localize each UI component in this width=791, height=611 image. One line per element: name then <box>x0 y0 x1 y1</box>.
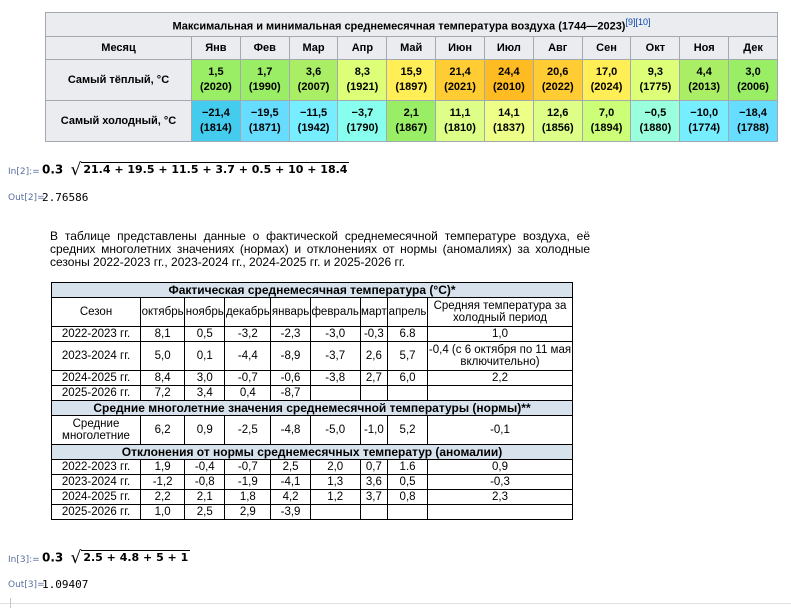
anomaly-row-3 <box>52 490 573 505</box>
season-header: Сезон <box>52 298 141 327</box>
month-value-февраль: -3,7 <box>310 342 360 371</box>
out3-label: Out[3]= <box>8 580 45 590</box>
month-header-февраль: февраль <box>310 298 360 327</box>
season-average: -0,4 (с 6 октября по 11 мая включительно) <box>428 342 573 371</box>
wiki-cold-value: 2,1 <box>403 107 419 119</box>
wiki-warm-year: (2006) <box>737 81 769 93</box>
month-value-апрель: 5,2 <box>388 416 428 445</box>
wiki-warm-value: 1,5 <box>208 66 224 78</box>
wiki-cold-value: −3,7 <box>351 107 374 119</box>
month-value-февраль: 1,3 <box>310 475 360 490</box>
month-value-октябрь: 6,2 <box>141 416 185 445</box>
wiki-warm-value: 20,6 <box>547 66 569 78</box>
wiki-warm-cell-3 <box>289 60 338 101</box>
wiki-cold-value: 7,0 <box>598 107 615 119</box>
norm-section-title: Средние многолетние значения среднемесячной температуры (нормы)** <box>52 401 573 416</box>
wiki-warm-value: 4,4 <box>696 66 712 78</box>
actual-row-4 <box>52 386 573 401</box>
wiki-cold-year: (1942) <box>297 122 330 134</box>
wiki-cold-cell-5 <box>387 101 436 142</box>
wiki-warm-value: 9,3 <box>647 66 664 78</box>
out3-value: 1.09407 <box>42 578 89 591</box>
wiki-warm-cell-10 <box>631 60 680 101</box>
wiki-cold-value: 11,1 <box>449 107 471 119</box>
month-value-март: 2,6 <box>360 342 387 371</box>
month-value-февраль: 1,2 <box>310 490 360 505</box>
month-header-ноябрь: ноябрь <box>185 298 225 327</box>
month-value-январь: -3,9 <box>271 505 310 520</box>
wiki-warm-value: 8,3 <box>354 66 371 78</box>
wiki-cold-cell-11 <box>680 101 729 142</box>
in3-label: In[3]:= <box>8 555 40 565</box>
month-value-январь: -8,7 <box>271 386 310 401</box>
sqrt-icon: √ <box>70 160 82 180</box>
wiki-warm-cell-6 <box>436 60 485 101</box>
wiki-cold-year: (1867) <box>395 122 428 134</box>
wiki-cold-cell-6 <box>436 101 485 142</box>
season-cell: 2024-2025 гг. <box>52 490 141 505</box>
season-average <box>428 386 573 401</box>
month-value-апрель: 6,0 <box>388 371 428 386</box>
month-value-апрель: 0,5 <box>388 475 428 490</box>
wiki-cold-value: −21,4 <box>201 107 230 119</box>
temp-header-row <box>52 298 573 327</box>
month-value-январь: -0,6 <box>271 371 310 386</box>
wiki-warm-value: 1,7 <box>257 66 273 78</box>
wiki-month-header-row <box>46 37 778 60</box>
wiki-cold-value: −0,5 <box>644 107 667 119</box>
wiki-month-4: Апр <box>338 37 387 60</box>
season-cell: Средние многолетние <box>52 416 141 445</box>
wiki-cold-value: −19,5 <box>250 107 279 119</box>
wiki-month-12: Дек <box>729 37 778 60</box>
month-value-октябрь: 1,9 <box>141 460 185 475</box>
season-cell: 2022-2023 гг. <box>52 460 141 475</box>
wiki-cold-year: (1871) <box>248 122 281 134</box>
month-value-февраль: 2,0 <box>310 460 360 475</box>
month-value-апрель <box>388 505 428 520</box>
cell-divider <box>0 603 791 604</box>
anomaly-row-2 <box>52 475 573 490</box>
season-average: -0,3 <box>428 475 573 490</box>
wiki-cold-year: (1837) <box>492 122 525 134</box>
month-value-февраль: -3,8 <box>310 371 360 386</box>
month-value-март: 2,7 <box>360 371 387 386</box>
wiki-cold-year: (1788) <box>737 122 769 134</box>
wiki-warm-cell-8 <box>533 60 582 101</box>
wiki-month-8: Авг <box>533 37 582 60</box>
wiki-warm-cell-9 <box>582 60 631 101</box>
wiki-warm-cell-1 <box>192 60 241 101</box>
month-value-январь: 4,2 <box>271 490 310 505</box>
month-value-апрель: 5,7 <box>388 342 428 371</box>
wiki-cold-label: Самый холодный, °С <box>46 101 192 142</box>
in2-sqrt <box>71 160 350 180</box>
in3-coefficient: 0.3 <box>42 550 64 565</box>
norm-section-title-row <box>52 401 573 416</box>
month-value-ноябрь: 3,4 <box>185 386 225 401</box>
wiki-cold-cell-9 <box>582 101 631 142</box>
month-value-ноябрь: 0,9 <box>185 416 225 445</box>
wiki-month-9: Сен <box>582 37 631 60</box>
season-average: 2,2 <box>428 371 573 386</box>
wiki-month-11: Ноя <box>680 37 729 60</box>
wiki-warm-value: 15,9 <box>400 66 422 78</box>
wiki-warm-value: 3,6 <box>305 66 322 78</box>
wiki-table-caption <box>46 13 778 37</box>
month-value-январь: -8,9 <box>271 342 310 371</box>
month-value-октябрь: 5,0 <box>141 342 185 371</box>
in2-radicand: 21.4 + 19.5 + 11.5 + 3.7 + 0.5 + 10 + 18.4 <box>83 163 348 176</box>
season-average: 2,3 <box>428 490 573 505</box>
month-value-март <box>360 386 387 401</box>
wiki-warm-row <box>46 60 778 101</box>
month-value-октябрь: 8,1 <box>141 327 185 342</box>
month-value-октябрь: 1,0 <box>141 505 185 520</box>
month-value-апрель: 6.8 <box>388 327 428 342</box>
month-value-ноябрь: 2,1 <box>185 490 225 505</box>
anomaly-section-title: Отклонения от нормы среднемесячных температур (аномалии) <box>52 445 573 460</box>
month-value-октябрь: -1,2 <box>141 475 185 490</box>
wiki-cold-year: (1856) <box>541 122 574 134</box>
month-value-ноябрь: 0,5 <box>185 327 225 342</box>
season-cell: 2025-2026 гг. <box>52 505 141 520</box>
season-average: -0,1 <box>428 416 573 445</box>
wiki-month-3: Мар <box>289 37 338 60</box>
actual-row-2 <box>52 342 573 371</box>
season-cell: 2024-2025 гг. <box>52 371 141 386</box>
wiki-warm-value: 3,0 <box>745 66 761 78</box>
wiki-warm-label: Самый тёплый, °С <box>46 60 192 101</box>
month-value-апрель: 0,8 <box>388 490 428 505</box>
wiki-cold-value: −11,5 <box>299 107 328 119</box>
wiki-cold-value: −10,0 <box>690 107 719 119</box>
wiki-cold-cell-2 <box>240 101 289 142</box>
wiki-warm-year: (2007) <box>297 81 330 93</box>
month-value-ноябрь: -0,8 <box>185 475 225 490</box>
month-value-декабрь: 1,8 <box>225 490 271 505</box>
month-value-март: 3,7 <box>360 490 387 505</box>
season-cell: 2023-2024 гг. <box>52 342 141 371</box>
wiki-cold-cell-8 <box>533 101 582 142</box>
out2-value: 2.76586 <box>42 191 89 204</box>
month-value-октябрь: 8,4 <box>141 371 185 386</box>
wiki-warm-cell-11 <box>680 60 729 101</box>
wiki-caption-text: Максимальная и минимальная среднемесячная температура воздуха (1744—2023) <box>172 20 626 33</box>
month-value-февраль: -5,0 <box>310 416 360 445</box>
wiki-month-2: Фев <box>240 37 289 60</box>
wiki-warm-year: (2024) <box>590 81 623 93</box>
season-average: 0,9 <box>428 460 573 475</box>
description-paragraph: В таблице представлены данные о фактической среднемесячной температуре воздуха, её средних многолетних значениях (нормах) и отклонениях от нормы (аномалиях) за холодные сезоны 2022-2023 гг., 2023-2024 гг., 2024-2025 гг. и 2025-2026 гг. <box>50 229 590 269</box>
month-value-октябрь: 7,2 <box>141 386 185 401</box>
wiki-cold-cell-12 <box>729 101 778 142</box>
wiki-temperature-table <box>45 12 778 142</box>
wiki-month-5: Май <box>387 37 436 60</box>
wiki-cold-year: (1774) <box>688 122 721 134</box>
wiki-warm-cell-2 <box>240 60 289 101</box>
wiki-cold-cell-1 <box>192 101 241 142</box>
wiki-warm-cell-5 <box>387 60 436 101</box>
wiki-month-1: Янв <box>192 37 241 60</box>
in2-label: In[2]:= <box>8 167 40 177</box>
wiki-warm-cell-12 <box>729 60 778 101</box>
month-value-декабрь: -4,4 <box>225 342 271 371</box>
in3-sqrt <box>71 548 191 568</box>
month-value-март: -0,3 <box>360 327 387 342</box>
month-value-апрель: 1.6 <box>388 460 428 475</box>
month-value-январь: -4,8 <box>271 416 310 445</box>
month-value-март: 0,7 <box>360 460 387 475</box>
month-value-декабрь: 2,9 <box>225 505 271 520</box>
wiki-month-7: Июл <box>484 37 533 60</box>
month-header-декабрь: декабрь <box>225 298 271 327</box>
wiki-warm-value: 17,0 <box>595 66 618 78</box>
month-value-декабрь: -3,2 <box>225 327 271 342</box>
month-header-январь: январь <box>271 298 310 327</box>
season-temperature-table <box>51 282 573 520</box>
actual-row-1 <box>52 327 573 342</box>
month-header-октябрь: октябрь <box>141 298 185 327</box>
wiki-cold-cell-10 <box>631 101 680 142</box>
month-header-апрель: апрель <box>388 298 428 327</box>
month-value-февраль: -3,0 <box>310 327 360 342</box>
month-value-декабрь: -0,7 <box>225 371 271 386</box>
wiki-cold-row <box>46 101 778 142</box>
wiki-warm-year: (2013) <box>688 81 721 93</box>
wiki-warm-value: 21,4 <box>449 66 471 78</box>
month-value-декабрь: 0,4 <box>225 386 271 401</box>
month-value-ноябрь: -0,4 <box>185 460 225 475</box>
month-value-март <box>360 505 387 520</box>
month-value-февраль <box>310 386 360 401</box>
wiki-cold-cell-3 <box>289 101 338 142</box>
wiki-month-header: Месяц <box>46 37 192 60</box>
season-cell: 2023-2024 гг. <box>52 475 141 490</box>
season-cell: 2022-2023 гг. <box>52 327 141 342</box>
wiki-cold-year: (1894) <box>590 122 623 134</box>
anomaly-section-title-row <box>52 445 573 460</box>
wiki-cold-value: 14,1 <box>498 107 520 119</box>
month-value-ноябрь: 3,0 <box>185 371 225 386</box>
actual-section-title-row <box>52 283 573 298</box>
in2-coefficient: 0.3 <box>42 162 64 177</box>
month-value-декабрь: -2,5 <box>225 416 271 445</box>
wiki-cold-value: 12,6 <box>547 107 569 119</box>
month-value-февраль <box>310 505 360 520</box>
month-value-март: 3,6 <box>360 475 387 490</box>
wiki-warm-year: (1990) <box>248 81 281 93</box>
in3-radicand: 2.5 + 4.8 + 5 + 1 <box>83 551 189 564</box>
wiki-caption-refs[interactable]: [9][10] <box>625 16 651 27</box>
wiki-cold-year: (1880) <box>639 122 672 134</box>
wiki-cold-cell-7 <box>484 101 533 142</box>
wiki-warm-value: 24,4 <box>498 66 520 78</box>
wiki-cold-year: (1814) <box>200 122 232 134</box>
wiki-warm-year: (2020) <box>200 81 232 93</box>
month-value-январь: 2,5 <box>271 460 310 475</box>
wiki-warm-year: (1921) <box>346 81 379 93</box>
season-average: 1,0 <box>428 327 573 342</box>
sqrt-icon: √ <box>70 548 82 568</box>
actual-row-3 <box>52 371 573 386</box>
wiki-warm-year: (2010) <box>492 81 525 93</box>
wiki-month-10: Окт <box>631 37 680 60</box>
out2-label: Out[2]= <box>8 193 45 203</box>
cell-insertion-bracket[interactable] <box>10 598 11 608</box>
actual-section-title: Фактическая среднемесячная температура (°С)* <box>52 283 573 298</box>
month-value-март: -1,0 <box>360 416 387 445</box>
wiki-warm-cell-7 <box>484 60 533 101</box>
month-value-ноябрь: 0,1 <box>185 342 225 371</box>
month-value-ноябрь: 2,5 <box>185 505 225 520</box>
month-value-январь: -2,3 <box>271 327 310 342</box>
month-header-март: март <box>360 298 387 327</box>
average-header: Средняя температура за холодный период <box>428 298 573 327</box>
wiki-month-6: Июн <box>436 37 485 60</box>
in2-input[interactable] <box>42 160 349 180</box>
season-cell: 2025-2026 гг. <box>52 386 141 401</box>
month-value-октябрь: 2,2 <box>141 490 185 505</box>
in3-input[interactable] <box>42 548 190 568</box>
wiki-warm-year: (1775) <box>639 81 672 93</box>
norm-row <box>52 416 573 445</box>
anomaly-row-1 <box>52 460 573 475</box>
wiki-warm-year: (2021) <box>444 81 476 93</box>
wiki-warm-year: (1897) <box>395 81 428 93</box>
wiki-cold-cell-4 <box>338 101 387 142</box>
wiki-cold-year: (1790) <box>346 122 379 134</box>
month-value-апрель <box>388 386 428 401</box>
month-value-январь: -4,1 <box>271 475 310 490</box>
anomaly-row-4 <box>52 505 573 520</box>
wiki-cold-value: −18,4 <box>739 107 767 119</box>
season-average <box>428 505 573 520</box>
wiki-warm-cell-4 <box>338 60 387 101</box>
month-value-декабрь: -0,7 <box>225 460 271 475</box>
month-value-декабрь: -1,9 <box>225 475 271 490</box>
wiki-warm-year: (2022) <box>541 81 574 93</box>
wiki-cold-year: (1810) <box>444 122 476 134</box>
